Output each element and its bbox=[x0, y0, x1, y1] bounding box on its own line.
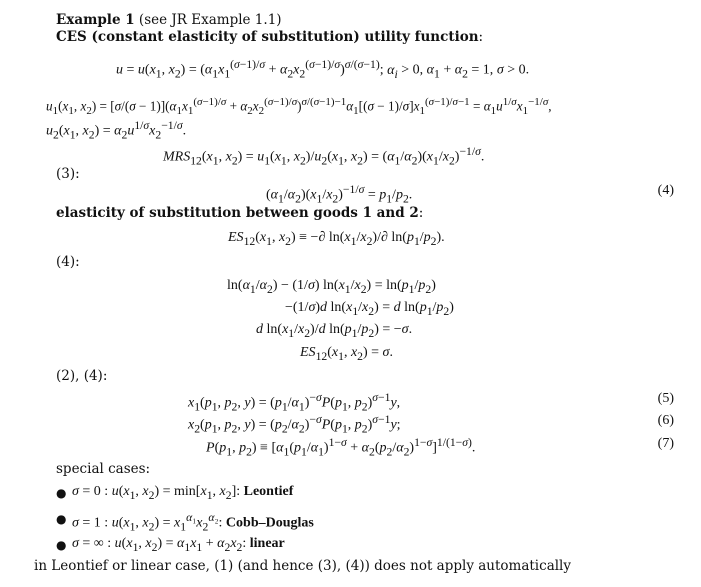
ces-title-line bbox=[56, 29, 483, 45]
equation-u: $u = u(x_1$, $x_2) = (\alpha_1x_1^{(\sigma-1)/\sigma} + \alpha_2x_2^{(\sigma-1)/\sigma})^{\sigma/(\sigma-1)}$; $\alpha_i > 0$, $\alpha_1 + \alpha_2 = 1$, σ > 0. bbox=[116, 58, 530, 81]
ces-title: CES (constant elasticity of substitution) utility function bbox=[56, 29, 479, 45]
derivation-line-3: d $\ln(x_1/x_2)/d$ $\ln(p_1/p_2) = -\sigma$. bbox=[256, 322, 413, 340]
equation-4: $(\alpha_1/\alpha_2)(x_1/x_2)^{-1/\sigma} = p_1/p_2$. bbox=[266, 183, 413, 206]
equation-mrs: $MRS_{12}(x_1$, $x_2) = u_1(x_1$, $x_2)/u_2(x_1$, $x_2) = (\alpha_1/\alpha_2)(x_1/x_2)^{-1/\sigma}$. bbox=[163, 145, 485, 168]
special-case-linear: σ = ∞ : $u(x_1$, $x_2) = \alpha_1x_1 + \alpha_2x_2$: linear bbox=[72, 536, 285, 554]
bullet-icon: ● bbox=[56, 538, 67, 552]
equation-7: $P(p_1$, $p_2) \equiv [\alpha_1(p_1/\alpha_1)^{1-\sigma} + \alpha_2(p_2/\alpha_2)^{1-\sigma}]^{1/(1-\sigma)}$. bbox=[206, 436, 476, 459]
equation-5: $x_1(p_1$, $p_2$, $y) = (p_1/\alpha_1)^{-\sigma}P(p_1$, $p_2)^{\sigma-1}y$, bbox=[188, 391, 401, 414]
example-title: Example 1 bbox=[56, 12, 135, 28]
elasticity-heading-line bbox=[56, 205, 423, 221]
ces-colon: : bbox=[478, 29, 484, 45]
elasticity-colon: : bbox=[418, 205, 424, 221]
derivation-line-1: $\ln(\alpha_1/\alpha_2) - (1/\sigma) \ln(x_1/x_2) = \ln(p_1/p_2)$ bbox=[227, 278, 436, 296]
special-name-cobb-douglas: Cobb–Douglas bbox=[225, 515, 314, 531]
example-reference: (see JR Example 1.1) bbox=[138, 12, 282, 28]
equation-6: $x_2(p_1$, $p_2$, $y) = (p_2/\alpha_2)^{-\sigma}P(p_1$, $p_2)^{\sigma-1}y$; bbox=[188, 413, 401, 436]
equation-number-4: (4) bbox=[657, 183, 674, 198]
label-4: (4): bbox=[56, 254, 80, 270]
equation-number-7: (7) bbox=[657, 436, 674, 451]
bullet-icon: ● bbox=[56, 486, 67, 500]
special-case-leontief: σ = 0 : $u(x_1$, $x_2) = \min[x_1$, $x_2$]: Leontief bbox=[72, 484, 294, 502]
label-2-4: (2), (4): bbox=[56, 368, 108, 384]
special-case-cobb-douglas: σ = 1 : $u(x_1$, $x_2) = x_1^{\alpha_1}x_2^{\alpha_2}$: Cobb–Douglas bbox=[72, 511, 314, 534]
equation-u2: $u_2(x_1$, $x_2) = \alpha_2u^{1/\sigma}x_2^{-1/\sigma}$. bbox=[46, 119, 187, 142]
derivation-line-4: $ES_{12}(x_1$, $x_2) = \sigma$. bbox=[300, 345, 393, 363]
label-3: (3): bbox=[56, 166, 80, 182]
footer-note: in Leontief or linear case, (1) (and hence (3), (4)) does not apply automatically bbox=[34, 558, 572, 574]
derivation-line-2: −(1/σ)d $\ln(x_1/x_2) = d$ $\ln(p_1/p_2)$ bbox=[285, 300, 454, 318]
elasticity-heading: elasticity of substitution between goods 1 and 2 bbox=[56, 205, 419, 221]
equation-u1: $u_1(x_1$, $x_2) = [\sigma/(\sigma - 1)](\alpha_1x_1^{(\sigma-1)/\sigma} + \alpha_2x_2^{(\sigma-1)/\sigma})^{\sigma/(\sigma-1)-1}\alpha_1[(\sigma - 1)/\sigma]x_1^{(\sigma-1)/\sigma-1} = \alpha_1u^{1/\sigma}x_1^{-1/\sigma}$, bbox=[46, 96, 552, 118]
example-heading bbox=[56, 12, 282, 28]
equation-es-definition: $ES_{12}(x_1$, $x_2$) ≡ −∂ $\ln(x_1/x_2)/\partial$ $\ln(p_1/p_2)$. bbox=[228, 230, 445, 248]
special-name-linear: linear bbox=[249, 536, 285, 551]
bullet-icon: ● bbox=[56, 512, 67, 526]
special-name-leontief: Leontief bbox=[243, 484, 294, 499]
equation-number-6: (6) bbox=[657, 413, 674, 428]
special-cases-heading: special cases: bbox=[56, 461, 151, 477]
equation-number-5: (5) bbox=[657, 391, 674, 406]
